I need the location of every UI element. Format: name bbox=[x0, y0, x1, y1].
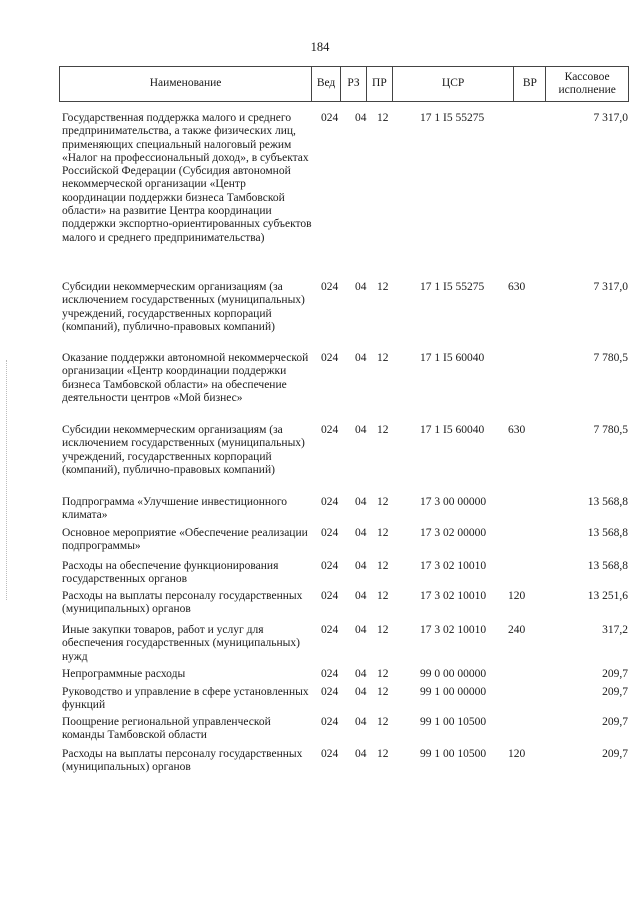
cell-csr: 99 1 00 10500 bbox=[420, 748, 487, 760]
cell-amount: 209,7 bbox=[602, 716, 628, 728]
cell-name: Основное мероприятие «Обеспечение реализации подпрограммы» bbox=[62, 527, 308, 553]
cell-ved: 024 bbox=[321, 716, 339, 728]
cell-name: Иные закупки товаров, работ и услуг для обеспечения государственных (муниципальных) нужд bbox=[62, 624, 300, 663]
header-kassovoe-ispolnenie: Кассовое исполнение bbox=[558, 70, 616, 96]
page-number: 184 bbox=[310, 40, 330, 54]
cell-pr: 12 bbox=[377, 716, 389, 728]
cell-name: Субсидии некоммерческим организациям (за исключением государственных (муниципальных) учреждений, государственных корпораций (компаний), публично-правовых компаний) bbox=[62, 281, 305, 333]
cell-rz: 04 bbox=[355, 686, 367, 698]
cell-pr: 12 bbox=[377, 112, 389, 124]
cell-rz: 04 bbox=[355, 748, 367, 760]
cell-pr: 12 bbox=[377, 560, 389, 572]
cell-ved: 024 bbox=[321, 560, 339, 572]
cell-rz: 04 bbox=[355, 112, 367, 124]
cell-ved: 024 bbox=[321, 496, 339, 508]
cell-rz: 04 bbox=[355, 668, 367, 680]
cell-csr: 17 1 I5 55275 bbox=[420, 112, 485, 124]
cell-csr: 17 1 I5 60040 bbox=[420, 352, 485, 364]
cell-amount: 13 568,8 bbox=[587, 560, 628, 572]
cell-name: Подпрограмма «Улучшение инвестиционного климата» bbox=[62, 496, 288, 522]
cell-rz: 04 bbox=[355, 590, 367, 602]
table-header bbox=[59, 66, 629, 102]
header-csr: ЦСР bbox=[393, 67, 515, 101]
cell-rz: 04 bbox=[355, 527, 367, 539]
cell-rz: 04 bbox=[355, 424, 367, 436]
cell-name: Государственная поддержка малого и среднего предпринимательства, а также физических лиц, применяющих специальный налоговый режим «Налог на профессиональный доход», в субъектах Российской Федерации (Субсидия автономной некоммерческой организации «Центр координации поддержки бизнеса Тамбовской области» на развитие Центра координации поддержки экспортно-ориентированных субъектов малого и среднего предпринимательства) bbox=[62, 112, 312, 244]
cell-pr: 12 bbox=[377, 281, 389, 293]
cell-rz: 04 bbox=[355, 716, 367, 728]
cell-amount: 7 780,5 bbox=[593, 424, 628, 436]
cell-ved: 024 bbox=[321, 686, 339, 698]
cell-csr: 17 3 00 00000 bbox=[420, 496, 487, 508]
cell-name: Непрограммные расходы bbox=[62, 668, 186, 680]
cell-amount: 7 317,0 bbox=[593, 112, 628, 124]
cell-ved: 024 bbox=[321, 281, 339, 293]
cell-pr: 12 bbox=[377, 527, 389, 539]
cell-name: Руководство и управление в сфере установленных функций bbox=[62, 686, 309, 712]
cell-ved: 024 bbox=[321, 590, 339, 602]
cell-rz: 04 bbox=[355, 352, 367, 364]
cell-rz: 04 bbox=[355, 624, 367, 636]
cell-pr: 12 bbox=[377, 590, 389, 602]
cell-amount: 7 780,5 bbox=[593, 352, 628, 364]
cell-pr: 12 bbox=[377, 352, 389, 364]
cell-csr: 99 1 00 10500 bbox=[420, 716, 487, 728]
cell-pr: 12 bbox=[377, 496, 389, 508]
cell-name: Расходы на выплаты персоналу государственных (муниципальных) органов bbox=[62, 748, 303, 774]
cell-name: Оказание поддержки автономной некоммерческой организации «Центр координации поддержки бизнеса Тамбовской области» на обеспечение деятельности центров «Мой бизнес» bbox=[62, 352, 309, 404]
cell-pr: 12 bbox=[377, 668, 389, 680]
cell-ved: 024 bbox=[321, 112, 339, 124]
cell-csr: 99 1 00 00000 bbox=[420, 686, 487, 698]
cell-vr: 120 bbox=[508, 590, 526, 602]
header-name: Наименование bbox=[60, 67, 312, 101]
cell-ved: 024 bbox=[321, 748, 339, 760]
header-rz: РЗ bbox=[341, 67, 367, 101]
cell-amount: 209,7 bbox=[602, 748, 628, 760]
cell-ved: 024 bbox=[321, 424, 339, 436]
cell-csr: 17 3 02 10010 bbox=[420, 590, 487, 602]
cell-name: Расходы на выплаты персоналу государственных (муниципальных) органов bbox=[62, 590, 303, 616]
cell-name: Поощрение региональной управленческой команды Тамбовской области bbox=[62, 716, 271, 742]
cell-name: Субсидии некоммерческим организациям (за исключением государственных (муниципальных) учреждений, государственных корпораций (компаний), публично-правовых компаний) bbox=[62, 424, 305, 476]
cell-ved: 024 bbox=[321, 624, 339, 636]
cell-ved: 024 bbox=[321, 527, 339, 539]
cell-vr: 240 bbox=[508, 624, 526, 636]
cell-rz: 04 bbox=[355, 496, 367, 508]
cell-pr: 12 bbox=[377, 686, 389, 698]
cell-amount: 317,2 bbox=[602, 624, 628, 636]
cell-rz: 04 bbox=[355, 560, 367, 572]
cell-csr: 17 3 02 10010 bbox=[420, 560, 487, 572]
cell-pr: 12 bbox=[377, 748, 389, 760]
header-vr: ВР bbox=[514, 67, 546, 101]
cell-csr: 17 1 I5 60040 bbox=[420, 424, 485, 436]
cell-csr: 99 0 00 00000 bbox=[420, 668, 487, 680]
cell-csr: 17 3 02 00000 bbox=[420, 527, 487, 539]
cell-ved: 024 bbox=[321, 668, 339, 680]
cell-vr: 630 bbox=[508, 424, 526, 436]
cell-pr: 12 bbox=[377, 624, 389, 636]
cell-csr: 17 1 I5 55275 bbox=[420, 281, 485, 293]
header-pr: ПР bbox=[367, 67, 393, 101]
cell-csr: 17 3 02 10010 bbox=[420, 624, 487, 636]
header-ved: Вед bbox=[312, 67, 341, 101]
cell-amount: 13 251,6 bbox=[587, 590, 628, 602]
margin-scan-marks bbox=[6, 360, 9, 600]
cell-amount: 209,7 bbox=[602, 668, 628, 680]
cell-ved: 024 bbox=[321, 352, 339, 364]
cell-vr: 120 bbox=[508, 748, 526, 760]
cell-rz: 04 bbox=[355, 281, 367, 293]
cell-amount: 13 568,8 bbox=[587, 527, 628, 539]
cell-name: Расходы на обеспечение функционирования государственных органов bbox=[62, 560, 279, 586]
cell-amount: 7 317,0 bbox=[593, 281, 628, 293]
cell-amount: 209,7 bbox=[602, 686, 628, 698]
cell-vr: 630 bbox=[508, 281, 526, 293]
cell-pr: 12 bbox=[377, 424, 389, 436]
cell-amount: 13 568,8 bbox=[587, 496, 628, 508]
